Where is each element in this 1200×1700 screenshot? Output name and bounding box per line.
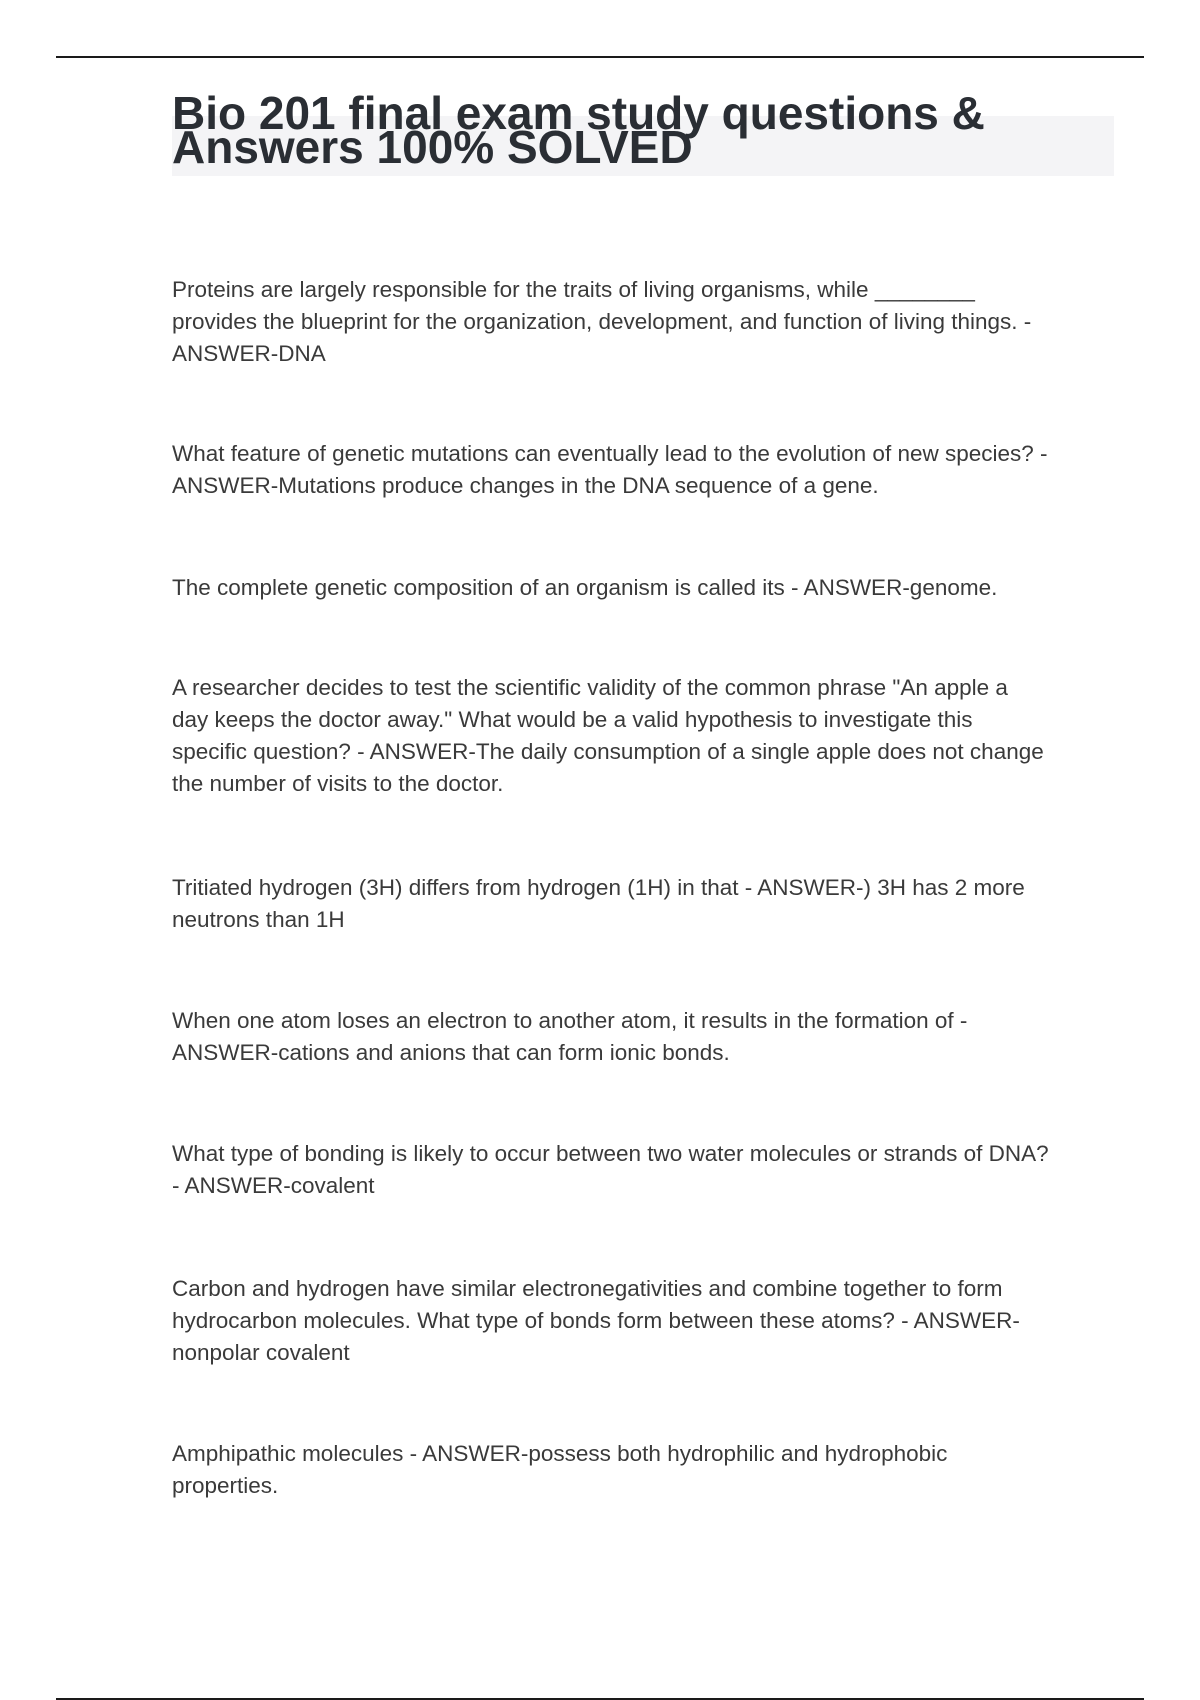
question-item-2: What feature of genetic mutations can eventually lead to the evolution of new species? - ANSWER-Mutations produce changes in the DNA sequence of a gene.: [172, 441, 1048, 498]
question-item-7: What type of bonding is likely to occur between two water molecules or strands of DNA? - ANSWER-covalent: [172, 1141, 1049, 1198]
question-item-5: Tritiated hydrogen (3H) differs from hydrogen (1H) in that - ANSWER-) 3H has 2 more neutrons than 1H: [172, 875, 1025, 932]
question-item-8: Carbon and hydrogen have similar electronegativities and combine together to form hydrocarbon molecules. What type of bonds form between these atoms? - ANSWER- nonpolar covalent: [172, 1276, 1020, 1365]
question-item-1: Proteins are largely responsible for the traits of living organisms, while ________ provides the blueprint for the organization, development, and function of living things. - ANSWER-DNA: [172, 277, 1032, 366]
document-title: Bio 201 final exam study questions & Answers 100% SOLVED: [172, 87, 985, 173]
question-item-4: A researcher decides to test the scientific validity of the common phrase "An apple a day keeps the doctor away." What would be a valid hypothesis to investigate this specific question? - ANSWER-The daily consumption of a single apple does not change the number of visits to the doctor.: [172, 675, 1044, 796]
top-rule: [56, 56, 1144, 58]
question-item-6: When one atom loses an electron to another atom, it results in the formation of - ANSWER-cations and anions that can form ionic bonds.: [172, 1008, 968, 1065]
question-item-3: The complete genetic composition of an organism is called its - ANSWER-genome.: [172, 575, 998, 600]
question-item-9: Amphipathic molecules - ANSWER-possess both hydrophilic and hydrophobic properties.: [172, 1441, 948, 1498]
